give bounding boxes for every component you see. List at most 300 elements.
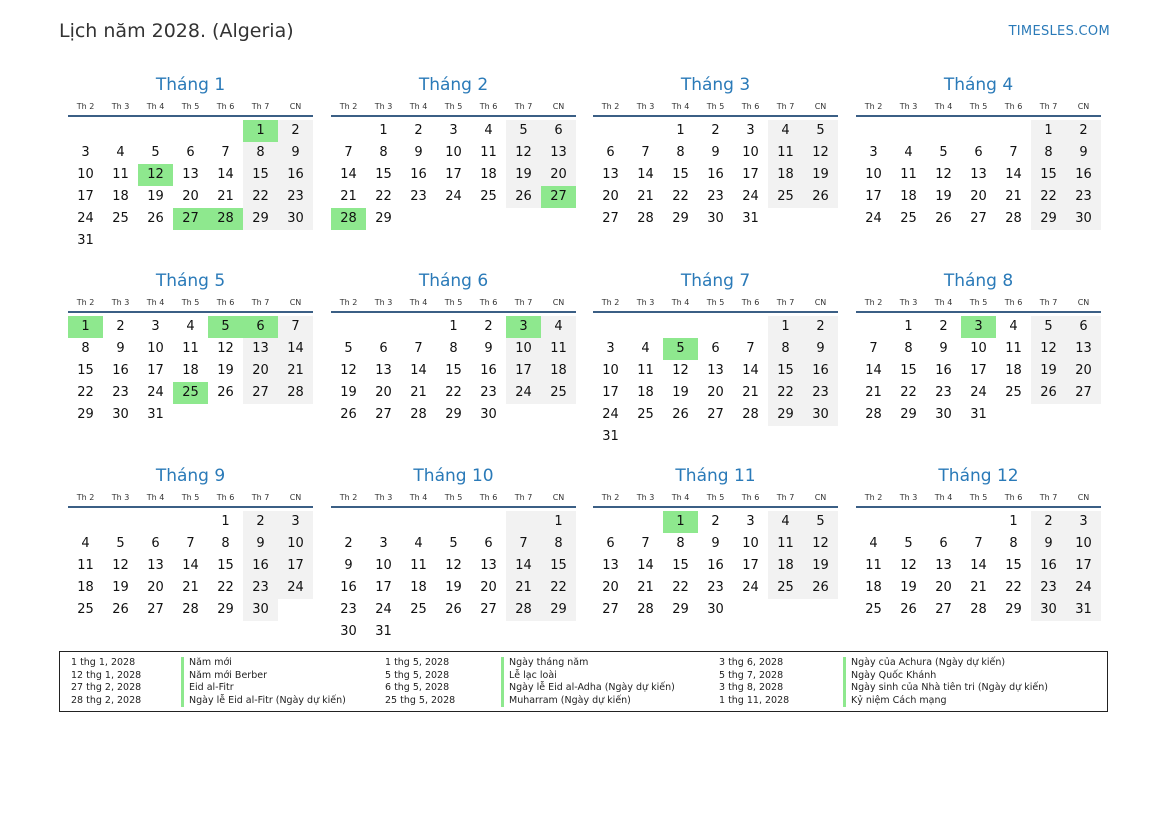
holiday-day-cell: 12 <box>138 164 173 186</box>
day-cell: 17 <box>602 385 619 400</box>
weekday-header <box>593 295 838 313</box>
legend-holiday: Năm mới <box>181 657 232 670</box>
day-cell: 6 <box>606 145 615 160</box>
empty-cell <box>926 511 961 533</box>
day-cell: 7 <box>221 145 230 160</box>
weekday-label: Th 3 <box>899 298 918 307</box>
day-cell: 10 <box>1066 533 1101 555</box>
month-block <box>856 270 1101 426</box>
empty-cell <box>366 511 401 533</box>
day-grid <box>856 120 1101 230</box>
day-cell: 1 <box>768 316 803 338</box>
month-title: Tháng 4 <box>943 75 1014 95</box>
day-cell: 24 <box>445 189 462 204</box>
day-cell: 12 <box>935 167 952 182</box>
day-cell: 11 <box>182 341 199 356</box>
weekday-label: Th 7 <box>776 102 795 111</box>
day-cell: 4 <box>414 536 423 551</box>
day-cell: 7 <box>186 536 195 551</box>
weekday-header <box>331 99 576 117</box>
weekday-label: Th 4 <box>146 102 165 111</box>
day-cell: 18 <box>768 164 803 186</box>
weekday-label: Th 7 <box>251 493 270 502</box>
day-cell: 6 <box>186 145 195 160</box>
day-cell: 15 <box>77 363 94 378</box>
legend-date: 1 thg 5, 2028 <box>385 657 450 668</box>
day-cell: 22 <box>77 385 94 400</box>
day-cell: 3 <box>449 123 458 138</box>
day-cell: 9 <box>803 338 838 360</box>
day-cell: 2 <box>116 319 125 334</box>
day-cell: 11 <box>768 142 803 164</box>
day-cell: 13 <box>1066 338 1101 360</box>
day-cell: 4 <box>186 319 195 334</box>
day-cell: 16 <box>803 360 838 382</box>
day-cell: 12 <box>900 558 917 573</box>
day-cell: 28 <box>278 382 313 404</box>
legend-holiday: Ngày sinh của Nhà tiên tri (Ngày dự kiến) <box>843 682 1048 695</box>
day-cell: 9 <box>1066 142 1101 164</box>
day-cell: 7 <box>1009 145 1018 160</box>
day-cell: 22 <box>445 385 462 400</box>
legend-holiday: Năm mới Berber <box>181 670 267 683</box>
day-cell: 10 <box>445 145 462 160</box>
day-cell: 1 <box>541 511 576 533</box>
empty-cell <box>961 511 996 533</box>
day-cell: 27 <box>602 602 619 617</box>
day-cell: 9 <box>711 536 720 551</box>
day-cell: 4 <box>869 536 878 551</box>
day-cell: 2 <box>344 536 353 551</box>
day-cell: 27 <box>147 602 164 617</box>
weekday-header <box>68 99 313 117</box>
day-cell: 26 <box>147 211 164 226</box>
day-cell: 5 <box>151 145 160 160</box>
empty-cell <box>733 316 768 338</box>
day-cell: 12 <box>803 533 838 555</box>
day-cell: 30 <box>1066 208 1101 230</box>
day-cell: 20 <box>970 189 987 204</box>
day-cell: 11 <box>541 338 576 360</box>
weekday-label: Th 5 <box>706 493 725 502</box>
day-cell: 9 <box>344 558 353 573</box>
day-cell: 28 <box>742 407 759 422</box>
day-cell: 20 <box>602 189 619 204</box>
day-cell: 23 <box>935 385 952 400</box>
brand-link[interactable]: TIMESLES.COM <box>1008 24 1110 39</box>
day-cell: 1 <box>904 319 913 334</box>
weekday-label: Th 6 <box>479 298 498 307</box>
weekday-label: CN <box>289 298 302 307</box>
empty-cell <box>331 316 366 338</box>
day-cell: 26 <box>900 602 917 617</box>
empty-cell <box>68 120 103 142</box>
day-cell: 13 <box>243 338 278 360</box>
day-cell: 20 <box>935 580 952 595</box>
day-cell: 16 <box>707 558 724 573</box>
day-cell: 26 <box>112 602 129 617</box>
weekday-header <box>593 490 838 508</box>
day-cell: 8 <box>768 338 803 360</box>
day-cell: 31 <box>742 211 759 226</box>
legend-row <box>385 682 675 695</box>
day-cell: 8 <box>449 341 458 356</box>
day-cell: 5 <box>344 341 353 356</box>
weekday-header <box>856 99 1101 117</box>
day-cell: 4 <box>904 145 913 160</box>
month-title: Tháng 6 <box>418 271 489 291</box>
day-cell: 22 <box>672 189 689 204</box>
month-block <box>593 74 838 230</box>
weekday-label: Th 4 <box>934 102 953 111</box>
empty-cell <box>628 120 663 142</box>
day-cell: 29 <box>672 211 689 226</box>
day-cell: 17 <box>77 189 94 204</box>
day-cell: 16 <box>340 580 357 595</box>
day-cell: 10 <box>147 341 164 356</box>
legend-date: 1 thg 1, 2028 <box>71 657 136 668</box>
day-cell: 2 <box>1066 120 1101 142</box>
day-cell: 9 <box>278 142 313 164</box>
day-cell: 28 <box>410 407 427 422</box>
day-cell: 2 <box>711 123 720 138</box>
weekday-label: Th 3 <box>636 102 655 111</box>
day-cell: 23 <box>410 189 427 204</box>
day-cell: 29 <box>672 602 689 617</box>
month-title: Tháng 5 <box>155 271 226 291</box>
day-cell: 6 <box>939 536 948 551</box>
month-title: Tháng 12 <box>938 466 1019 486</box>
day-cell: 2 <box>414 123 423 138</box>
day-cell: 27 <box>375 407 392 422</box>
holiday-day-cell: 28 <box>208 208 243 230</box>
weekday-label: CN <box>814 493 827 502</box>
day-grid <box>331 120 576 230</box>
empty-cell <box>103 120 138 142</box>
day-cell: 31 <box>970 407 987 422</box>
legend-date: 1 thg 11, 2028 <box>719 694 790 706</box>
day-cell: 26 <box>672 407 689 422</box>
weekday-label: Th 2 <box>864 298 883 307</box>
weekday-label: CN <box>814 298 827 307</box>
day-cell: 22 <box>375 189 392 204</box>
day-cell: 31 <box>77 233 94 248</box>
day-cell: 7 <box>641 536 650 551</box>
legend-holiday: Eid al-Fitr <box>181 682 234 695</box>
weekday-label: Th 2 <box>601 102 620 111</box>
legend-column <box>71 657 346 707</box>
weekday-label: Th 4 <box>409 493 428 502</box>
day-cell: 16 <box>1031 555 1066 577</box>
empty-cell <box>331 511 366 533</box>
day-cell: 10 <box>742 536 759 551</box>
day-cell: 10 <box>970 341 987 356</box>
day-cell: 15 <box>243 164 278 186</box>
day-cell: 3 <box>746 123 755 138</box>
empty-cell <box>68 511 103 533</box>
weekday-label: Th 3 <box>899 102 918 111</box>
month-title: Tháng 9 <box>155 466 226 486</box>
day-cell: 1 <box>221 514 230 529</box>
weekday-label: Th 3 <box>111 298 130 307</box>
day-cell: 19 <box>1031 360 1066 382</box>
day-cell: 19 <box>445 580 462 595</box>
day-cell: 3 <box>81 145 90 160</box>
day-cell: 2 <box>803 316 838 338</box>
day-cell: 13 <box>602 558 619 573</box>
day-cell: 25 <box>1005 385 1022 400</box>
weekday-label: Th 2 <box>601 493 620 502</box>
day-cell: 19 <box>900 580 917 595</box>
day-cell: 17 <box>742 558 759 573</box>
weekday-label: Th 2 <box>601 298 620 307</box>
day-cell: 12 <box>445 558 462 573</box>
holiday-day-cell: 1 <box>68 316 103 338</box>
day-cell: 15 <box>375 167 392 182</box>
day-cell: 10 <box>742 145 759 160</box>
day-cell: 14 <box>742 363 759 378</box>
day-cell: 25 <box>112 211 129 226</box>
day-grid <box>593 316 838 448</box>
day-cell: 21 <box>340 189 357 204</box>
legend-row <box>71 682 346 695</box>
legend-row <box>385 670 675 683</box>
weekday-label: Th 6 <box>216 102 235 111</box>
day-cell: 6 <box>484 536 493 551</box>
weekday-header <box>331 295 576 313</box>
empty-cell <box>593 316 628 338</box>
weekday-label: CN <box>552 102 565 111</box>
day-cell: 8 <box>676 145 685 160</box>
day-cell: 8 <box>541 533 576 555</box>
weekday-label: Th 5 <box>969 102 988 111</box>
day-cell: 14 <box>506 555 541 577</box>
day-cell: 26 <box>217 385 234 400</box>
legend-date: 6 thg 5, 2028 <box>385 682 450 694</box>
weekday-label: Th 2 <box>339 102 358 111</box>
day-cell: 15 <box>1005 558 1022 573</box>
day-cell: 27 <box>1066 382 1101 404</box>
day-cell: 29 <box>1031 208 1066 230</box>
day-cell: 2 <box>278 120 313 142</box>
day-cell: 10 <box>375 558 392 573</box>
day-cell: 5 <box>1031 316 1066 338</box>
day-cell: 6 <box>1066 316 1101 338</box>
empty-cell <box>856 511 891 533</box>
day-cell: 1 <box>379 123 388 138</box>
month-title: Tháng 8 <box>943 271 1014 291</box>
legend-date: 28 thg 2, 2028 <box>71 694 142 706</box>
weekday-label: Th 6 <box>216 298 235 307</box>
day-cell: 13 <box>602 167 619 182</box>
day-cell: 29 <box>1005 602 1022 617</box>
holiday-day-cell: 3 <box>506 316 541 338</box>
day-cell: 29 <box>77 407 94 422</box>
month-title: Tháng 3 <box>680 75 751 95</box>
day-cell: 25 <box>480 189 497 204</box>
weekday-label: Th 4 <box>146 493 165 502</box>
weekday-label: Th 7 <box>514 298 533 307</box>
day-cell: 29 <box>900 407 917 422</box>
month-block <box>331 270 576 426</box>
day-cell: 30 <box>935 407 952 422</box>
day-cell: 9 <box>243 533 278 555</box>
day-cell: 14 <box>217 167 234 182</box>
day-cell: 24 <box>77 211 94 226</box>
holiday-day-cell: 1 <box>663 511 698 533</box>
legend-holiday: Ngày của Achura (Ngày dự kiến) <box>843 657 1005 670</box>
day-cell: 27 <box>480 602 497 617</box>
weekday-label: Th 5 <box>969 298 988 307</box>
weekday-label: Th 3 <box>374 298 393 307</box>
empty-cell <box>891 120 926 142</box>
day-cell: 4 <box>541 316 576 338</box>
weekday-header <box>593 99 838 117</box>
weekday-label: Th 5 <box>969 493 988 502</box>
day-cell: 19 <box>803 555 838 577</box>
legend-date: 3 thg 8, 2028 <box>719 682 784 694</box>
day-cell: 3 <box>746 514 755 529</box>
day-cell: 1 <box>1009 514 1018 529</box>
day-cell: 8 <box>379 145 388 160</box>
day-grid <box>593 120 838 230</box>
month-block <box>593 465 838 621</box>
month-title: Tháng 1 <box>155 75 226 95</box>
weekday-label: Th 5 <box>444 102 463 111</box>
day-cell: 24 <box>1066 577 1101 599</box>
empty-cell <box>331 120 366 142</box>
day-cell: 31 <box>602 429 619 444</box>
day-cell: 8 <box>1031 142 1066 164</box>
empty-cell <box>593 120 628 142</box>
day-cell: 11 <box>768 533 803 555</box>
day-cell: 21 <box>506 577 541 599</box>
day-cell: 12 <box>803 142 838 164</box>
empty-cell <box>856 120 891 142</box>
day-cell: 9 <box>1031 533 1066 555</box>
day-cell: 2 <box>939 319 948 334</box>
month-block <box>856 74 1101 230</box>
day-cell: 28 <box>1005 211 1022 226</box>
day-cell: 20 <box>602 580 619 595</box>
day-cell: 25 <box>410 602 427 617</box>
day-cell: 8 <box>676 536 685 551</box>
weekday-label: Th 4 <box>409 298 428 307</box>
weekday-label: Th 5 <box>181 298 200 307</box>
day-cell: 20 <box>147 580 164 595</box>
day-cell: 24 <box>865 211 882 226</box>
day-cell: 7 <box>278 316 313 338</box>
day-cell: 31 <box>147 407 164 422</box>
day-cell: 7 <box>414 341 423 356</box>
day-cell: 2 <box>1031 511 1066 533</box>
day-cell: 16 <box>112 363 129 378</box>
day-cell: 30 <box>112 407 129 422</box>
day-cell: 4 <box>1009 319 1018 334</box>
day-cell: 25 <box>768 186 803 208</box>
day-cell: 24 <box>742 189 759 204</box>
weekday-header <box>331 490 576 508</box>
legend-row <box>71 695 346 708</box>
day-cell: 19 <box>935 189 952 204</box>
day-cell: 18 <box>541 360 576 382</box>
day-cell: 4 <box>641 341 650 356</box>
empty-cell <box>366 316 401 338</box>
empty-cell <box>471 511 506 533</box>
day-cell: 13 <box>480 558 497 573</box>
day-cell: 29 <box>541 599 576 621</box>
day-cell: 3 <box>606 341 615 356</box>
day-cell: 24 <box>375 602 392 617</box>
weekday-header <box>856 295 1101 313</box>
weekday-label: Th 7 <box>1039 102 1058 111</box>
month-block <box>68 74 313 252</box>
day-cell: 28 <box>637 211 654 226</box>
page-title: Lịch năm 2028. (Algeria) <box>59 20 294 42</box>
day-grid <box>68 511 313 621</box>
day-cell: 25 <box>541 382 576 404</box>
legend-holiday: Ngày lễ Eid al-Adha (Ngày dự kiến) <box>501 682 675 695</box>
day-cell: 8 <box>904 341 913 356</box>
day-cell: 23 <box>707 189 724 204</box>
legend-date: 3 thg 6, 2028 <box>719 657 784 668</box>
day-cell: 28 <box>182 602 199 617</box>
day-cell: 15 <box>768 360 803 382</box>
weekday-label: Th 6 <box>1004 493 1023 502</box>
day-cell: 26 <box>445 602 462 617</box>
weekday-label: CN <box>289 102 302 111</box>
weekday-label: Th 3 <box>636 493 655 502</box>
day-cell: 2 <box>711 514 720 529</box>
weekday-label: Th 4 <box>671 493 690 502</box>
day-cell: 20 <box>541 164 576 186</box>
legend-holiday: Ngày tháng năm <box>501 657 588 670</box>
legend-date: 25 thg 5, 2028 <box>385 694 456 706</box>
empty-cell <box>593 511 628 533</box>
day-cell: 16 <box>243 555 278 577</box>
legend-date: 5 thg 7, 2028 <box>719 669 784 681</box>
legend-column <box>719 657 1048 707</box>
day-cell: 18 <box>112 189 129 204</box>
day-cell: 30 <box>707 211 724 226</box>
day-cell: 30 <box>803 404 838 426</box>
day-grid <box>593 511 838 621</box>
day-cell: 23 <box>340 602 357 617</box>
legend-row <box>71 670 346 683</box>
day-cell: 12 <box>672 363 689 378</box>
day-cell: 19 <box>672 385 689 400</box>
empty-cell <box>628 511 663 533</box>
day-cell: 17 <box>445 167 462 182</box>
legend-date: 12 thg 1, 2028 <box>71 669 142 681</box>
holiday-day-cell: 5 <box>208 316 243 338</box>
empty-cell <box>138 120 173 142</box>
day-grid <box>331 316 576 426</box>
day-cell: 27 <box>243 382 278 404</box>
day-cell: 6 <box>379 341 388 356</box>
day-cell: 7 <box>641 145 650 160</box>
day-cell: 2 <box>243 511 278 533</box>
day-cell: 5 <box>449 536 458 551</box>
weekday-label: Th 6 <box>741 298 760 307</box>
holiday-day-cell: 28 <box>331 208 366 230</box>
day-cell: 15 <box>672 167 689 182</box>
weekday-label: Th 7 <box>251 298 270 307</box>
day-cell: 24 <box>278 577 313 599</box>
day-cell: 6 <box>711 341 720 356</box>
legend-date: 5 thg 5, 2028 <box>385 669 450 681</box>
day-cell: 10 <box>865 167 882 182</box>
